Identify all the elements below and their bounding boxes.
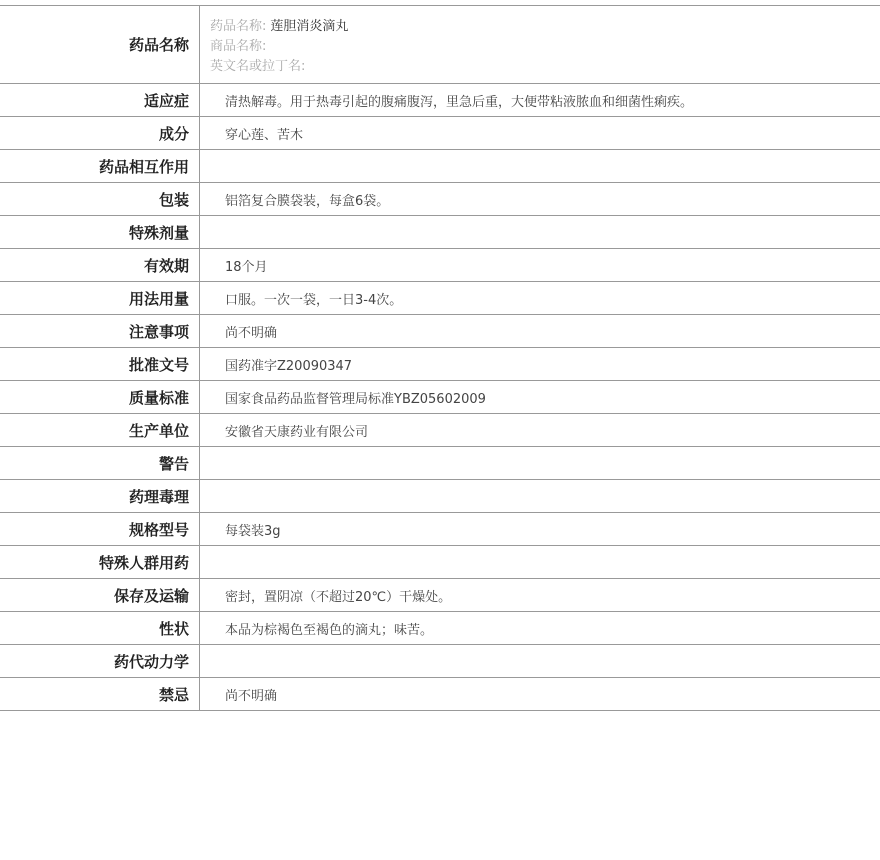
indications-row (0, 84, 880, 117)
quality-standard-value: 国家食品药品监督管理局标准YBZ05602009 (225, 391, 486, 407)
english-name-key: 英文名或拉丁名: (210, 59, 306, 74)
warning-label: 警告 (0, 447, 200, 479)
special-population-label: 特殊人群用药 (0, 546, 200, 578)
quality-standard-row (0, 381, 880, 414)
drug-name-block (200, 6, 880, 83)
specification-label: 规格型号 (0, 513, 200, 545)
english-name-line (210, 57, 880, 77)
special-population-row (0, 546, 880, 579)
drug-spec-table (0, 5, 880, 711)
manufacturer-label: 生产单位 (0, 414, 200, 446)
packaging-label: 包装 (0, 183, 200, 215)
approval-number-value: 国药准字Z20090347 (225, 358, 353, 374)
quality-standard-label: 质量标准 (0, 381, 200, 413)
pharmacology-value (200, 480, 880, 512)
pharmacokinetics-row (0, 645, 880, 678)
pharmacokinetics-label: 药代动力学 (0, 645, 200, 677)
shelf-life-row (0, 249, 880, 282)
warning-row (0, 447, 880, 480)
storage-label: 保存及运输 (0, 579, 200, 611)
manufacturer-row (0, 414, 880, 447)
appearance-row (0, 612, 880, 645)
shelf-life-label: 有效期 (0, 249, 200, 281)
interactions-label: 药品相互作用 (0, 150, 200, 182)
dosage-label: 用法用量 (0, 282, 200, 314)
generic-name-line (210, 17, 880, 37)
special-dosage-label: 特殊剂量 (0, 216, 200, 248)
precautions-label: 注意事项 (0, 315, 200, 347)
generic-name-key: 药品名称: (210, 19, 267, 34)
interactions-value (200, 150, 880, 182)
contraindications-label: 禁忌 (0, 678, 200, 710)
approval-number-row (0, 348, 880, 381)
drug-name-row (0, 6, 880, 84)
ingredients-value: 穿心莲、苦木 (225, 127, 304, 143)
manufacturer-value: 安徽省天康药业有限公司 (225, 424, 369, 440)
special-population-value (200, 546, 880, 578)
dosage-value: 口服。一次一袋，一日3-4次。 (225, 292, 403, 308)
drug-name-label: 药品名称 (0, 6, 200, 83)
contraindications-row (0, 678, 880, 711)
storage-row (0, 579, 880, 612)
appearance-value: 本品为棕褐色至褐色的滴丸；味苦。 (225, 622, 434, 638)
packaging-value: 铝箔复合膜袋装，每盒6袋。 (225, 193, 390, 209)
generic-name-value: 莲胆消炎滴丸 (270, 19, 349, 34)
warning-value (200, 447, 880, 479)
special-dosage-value (200, 216, 880, 248)
indications-value: 清热解毒。用于热毒引起的腹痛腹泻，里急后重，大便带粘液脓血和细菌性痢疾。 (225, 94, 694, 110)
trade-name-key: 商品名称: (210, 39, 267, 54)
storage-value: 密封，置阴凉（不超过20℃）干燥处。 (225, 589, 452, 605)
ingredients-label: 成分 (0, 117, 200, 149)
precautions-value: 尚不明确 (225, 325, 278, 341)
pharmacology-row (0, 480, 880, 513)
interactions-row (0, 150, 880, 183)
ingredients-row (0, 117, 880, 150)
specification-value: 每袋装3g (225, 523, 281, 539)
packaging-row (0, 183, 880, 216)
approval-number-label: 批准文号 (0, 348, 200, 380)
shelf-life-value: 18个月 (225, 259, 268, 275)
appearance-label: 性状 (0, 612, 200, 644)
trade-name-line (210, 37, 880, 57)
pharmacokinetics-value (200, 645, 880, 677)
contraindications-value: 尚不明确 (225, 688, 278, 704)
pharmacology-label: 药理毒理 (0, 480, 200, 512)
specification-row (0, 513, 880, 546)
special-dosage-row (0, 216, 880, 249)
precautions-row (0, 315, 880, 348)
dosage-row (0, 282, 880, 315)
indications-label: 适应症 (0, 84, 200, 116)
